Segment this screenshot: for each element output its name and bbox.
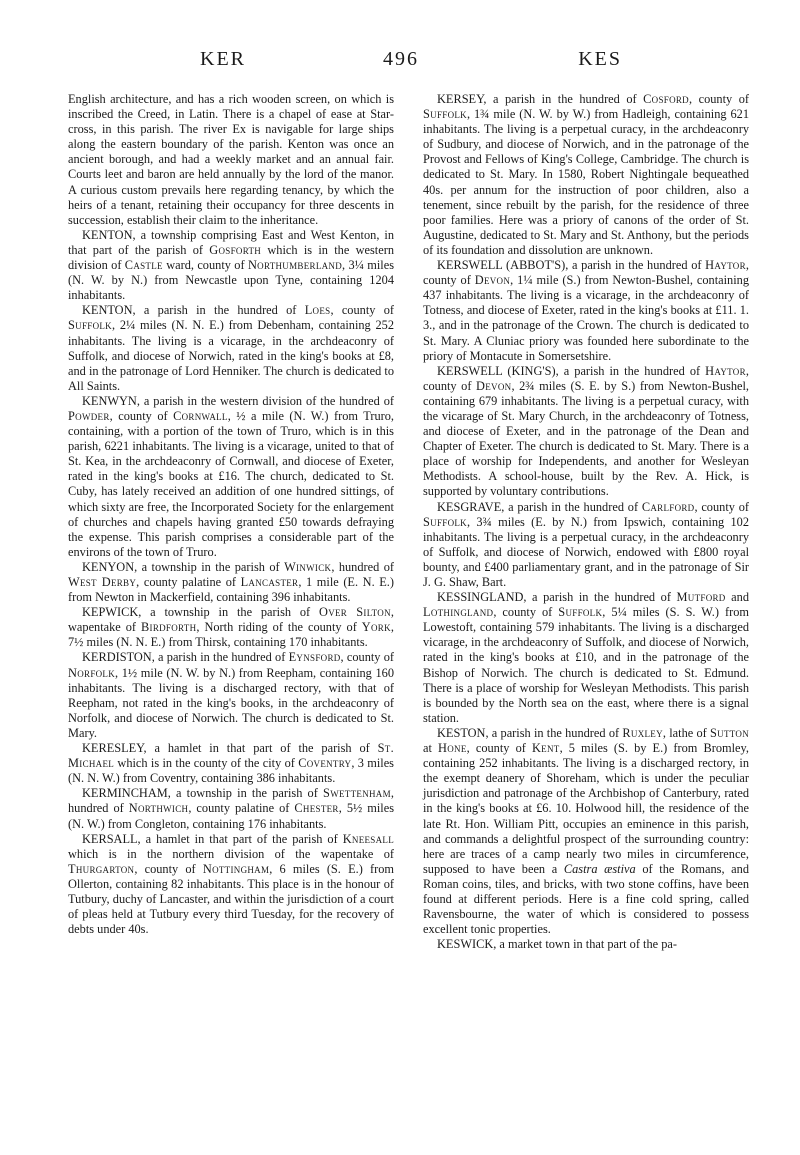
entry-text: KESSINGLAND, a parish in the hundred of [437, 590, 677, 605]
entry-text: , county of [423, 258, 749, 288]
place-name-smallcaps: Ruxley [622, 725, 663, 740]
place-name-smallcaps: Northumberland [247, 258, 343, 273]
gazetteer-entry [68, 832, 394, 938]
place-name-smallcaps: Suffolk [423, 107, 467, 122]
entry-text: KERSWELL (KING'S), a parish in the hundred of [437, 363, 706, 378]
gazetteer-entry [423, 92, 749, 258]
entry-text: , county palatine of [136, 575, 241, 589]
entry-text: , county of [493, 605, 559, 620]
entry-text: , 3 miles (N. N. W.) from Coventry, containing 386 inhabitants. [68, 756, 394, 786]
running-header [70, 48, 732, 78]
place-name-smallcaps: Birdforth [141, 620, 197, 635]
entry-text: English architecture, and has a rich wooden screen, on which is inscribed the Creed, in Latin. There is a chapel of ease at Star-cross, in this parish. The river Ex is navigable for large ships along the eastern boundary of the parish. Kenton was once an ancient borough, and had a weekly market and an annual fair. Courts leet and baron are held annually by the lord of the manor. A curious custom prevails here regarding tenancy, by which the heirs of a tenant, retaining their occupancy for three descents in succession, establish their claim to the inheritance. [68, 92, 394, 227]
entry-text: , county of [109, 408, 174, 423]
gazetteer-entry [423, 590, 749, 726]
entry-text: , county of [689, 92, 749, 106]
entry-text: , ½ a mile (N. W.) from Truro, containing, with a portion of the town of Truro, which is in this parish, 6221 inhabitants. The living is a vicarage, united to that of St. Kea, in the archdeaconry of Cornwall, and diocese of Exeter, rated in the king's books at £16. The church, dedicated to St. Cuby, has lately received an addition of one hundred sittings, of which sixty are free, the Incorporated Society for the enlargement of churches and chapels having granted £50 towards defraying the expense. This parish comprises a considerable part of the environs of the town of Truro. [68, 408, 394, 559]
gazetteer-entry [68, 394, 394, 560]
entry-text: ward, county of [162, 258, 248, 273]
entry-text: , 1¼ mile (S.) from Newton-Bushel, containing 437 inhabitants. The living is a vicarage, in the archdeaconry of Totness, and diocese of Exeter, rated in the king's books at £11. 1. 3., and in the patronage of the Crown. The church is dedicated to St. Mary. A Cluniac priory was founded here subordinate to the priory of Montacute in Somersetshire. [423, 273, 749, 363]
entry-text: , county of [134, 861, 203, 876]
place-name-smallcaps: Hone [438, 741, 467, 756]
entry-text: KENTON, a township comprising East and West Kenton, in that part of the parish of [68, 227, 394, 257]
place-name-smallcaps: Cosford [643, 92, 689, 106]
place-name-smallcaps: Swettenham [323, 786, 391, 801]
italic-text: Castra æstiva [563, 861, 636, 876]
place-name-smallcaps: Haytor [705, 258, 746, 273]
place-name-smallcaps: St. Michael [68, 741, 394, 771]
place-name-smallcaps: West Derby [68, 575, 137, 589]
place-name-smallcaps: Coventry [298, 756, 352, 771]
entry-text: KERSWELL (ABBOT'S), a parish in the hundred of [437, 258, 706, 273]
entry-text: , North riding of the county of [196, 620, 362, 635]
gazetteer-entry [68, 605, 394, 650]
place-name-smallcaps: Kent [531, 741, 560, 756]
entry-text: , hundred of [68, 786, 394, 816]
gazetteer-entry [68, 303, 394, 394]
place-name-smallcaps: Suffolk [558, 605, 603, 620]
gazetteer-entry [423, 726, 749, 937]
gazetteer-entry [68, 560, 394, 605]
place-name-smallcaps: Lothingland [423, 605, 494, 620]
place-name-smallcaps: Suffolk [423, 514, 467, 529]
entry-text: , 3¼ miles (N. W. by N.) from Newcastle upon Tyne, containing 1204 inhabitants. [68, 258, 395, 303]
header-right-catchword: KES [578, 48, 622, 70]
entry-text: , 7½ miles (N. N. E.) from Thirsk, containing 170 inhabitants. [68, 620, 394, 650]
place-name-smallcaps: Eynsford [288, 650, 341, 665]
entry-text: which is in the northern division of the wapentake of [68, 846, 394, 861]
place-name-smallcaps: Chester [294, 801, 339, 816]
entry-text: , 6 miles (S. E.) from Ollerton, containing 82 inhabitants. This place is in the honour of Tutbury, duchy of Lancaster, and within the jurisdiction of a court of pleas held at Tutbury every third Tuesday, for the recovery of debts under 40s. [68, 861, 394, 937]
entry-text: , 5 miles (S. by E.) from Bromley, containing 252 inhabitants. The living is a discharged rectory, in the exempt deanery of Shoreham, which is under the peculiar jurisdiction and patronage of the Archbishop of Canterbury, rated in the king's books at £6. 10. Holwood hill, the residence of the late Rt. Hon. William Pitt, occupies an eminence in this parish, and commands a delightful prospect of the surrounding country: here are traces of a camp nearly two miles in circumference, supposed to have been a [423, 741, 749, 876]
place-name-smallcaps: Cornwall [173, 408, 228, 423]
entry-text: , lathe of [662, 725, 710, 740]
place-name-smallcaps: York [361, 620, 391, 635]
entry-text: , wapentake of [68, 605, 394, 635]
place-name-smallcaps: Loes [304, 303, 331, 318]
place-name-smallcaps: Castle [124, 258, 163, 273]
place-name-smallcaps: Lancaster [240, 575, 299, 589]
entry-text: KERMINCHAM, a township in the parish of [82, 786, 324, 801]
gazetteer-entry [68, 228, 394, 303]
entry-text: , 2¾ miles (S. E. by S.) from Newton-Bushel, containing 679 inhabitants. The living is a perpetual curacy, with the vicarage of St. Mary Church, in the archdeaconry of Totness, and diocese of Exeter, and in the patronage of the Dean and Chapter of Exeter. The church is dedicated to St. Mary. There is a place of worship for Independents, and another for Wesleyan Methodists. A school-house, built by the Rev. A. Hick, is supported by voluntary contributions. [423, 378, 749, 499]
gazetteer-entry [423, 937, 749, 952]
place-name-smallcaps: Carlford [641, 499, 695, 514]
place-name-smallcaps: Winwick [284, 559, 332, 574]
entry-text: , county of [340, 650, 395, 665]
entry-text: , county of [694, 499, 749, 514]
place-name-smallcaps: Mutford [676, 590, 726, 605]
entry-text: KENYON, a township in the parish of [82, 559, 285, 574]
entry-text: KESTON, a parish in the hundred of [437, 725, 623, 740]
entry-text: , 1 mile (E. N. E.) from Newton in Mackerfield, containing 396 inhabitants. [68, 575, 394, 605]
place-name-smallcaps: Suffolk [68, 318, 112, 333]
header-left-catchword: KER [200, 48, 246, 70]
gazetteer-entry [68, 741, 394, 786]
entry-text: KEPWICK, a township in the parish of [82, 605, 319, 620]
gazetteer-entry [68, 650, 394, 741]
place-name-smallcaps: Nottingham [202, 861, 270, 876]
gazetteer-entry [68, 786, 394, 831]
entry-text: , county of [330, 303, 394, 318]
place-name-smallcaps: Sutton [710, 725, 749, 740]
page-number: 496 [383, 48, 419, 70]
entry-text: , 5½ miles (N. W.) from Congleton, containing 176 inhabitants. [68, 801, 395, 831]
place-name-smallcaps: Over Silton [318, 605, 391, 620]
left-column [68, 92, 394, 937]
entry-text: at [423, 741, 439, 756]
gazetteer-entry [423, 364, 749, 500]
entry-text: , 3¾ miles (E. by N.) from Ipswich, containing 102 inhabitants. The living is a perpetual curacy, in the archdeaconry of Suffolk, and diocese of Norwich, endowed with £800 royal bounty, and £400 parliamentary grant, and in the patronage of Sir J. G. Shaw, Bart. [423, 514, 749, 589]
place-name-smallcaps: Northwich [128, 801, 189, 816]
entry-text: , 5¼ miles (S. S. W.) from Lowestoft, containing 579 inhabitants. The living is a discharged vicarage, in the archdeaconry of Suffolk, and diocese of Norwich, rated in the king's books at £10, and in the patronage of the Bishop of Norwich. The church is dedicated to St. Edmund. There is a place of worship for Wesleyan Methodists. This parish is bounded by the North sea on the east, where there is a signal station. [423, 605, 749, 725]
entry-text: KENTON, a parish in the hundred of [82, 303, 305, 318]
entry-text: KERSALL, a hamlet in that part of the parish of [82, 831, 343, 846]
place-name-smallcaps: Devon [476, 378, 512, 393]
gazetteer-entry [68, 92, 394, 228]
place-name-smallcaps: Thurgarton [68, 861, 135, 876]
entry-text: and [725, 590, 749, 605]
entry-text: KERDISTON, a parish in the hundred of [82, 650, 289, 665]
entry-text: KERSEY, a parish in the hundred of [437, 92, 644, 106]
entry-text: of the Romans, and Roman coins, tiles, and bricks, with two stone coffins, have been found at different periods. Here is a fine cold spring, called Ravensbourne, the water of which is considered to possess excellent tonic properties. [423, 861, 750, 937]
entry-text: KESGRAVE, a parish in the hundred of [437, 499, 642, 514]
place-name-smallcaps: Devon [474, 273, 511, 288]
entry-text: , county of [466, 741, 532, 756]
right-column [423, 92, 749, 952]
place-name-smallcaps: Haytor [705, 363, 746, 378]
entry-text: , 2¼ miles (N. N. E.) from Debenham, containing 252 inhabitants. The living is a vicarage, in the archdeaconry of Suffolk, and diocese of Norwich, rated in the king's books at £8, and in the patronage of Lord Henniker. The church is dedicated to All Saints. [68, 318, 394, 393]
place-name-smallcaps: Norfolk [68, 665, 116, 680]
gazetteer-entry [423, 500, 749, 591]
entry-text: , 1¾ mile (N. W. by W.) from Hadleigh, containing 621 inhabitants. The living is a perpetual curacy, in the archdeaconry of Sudbury, and diocese of Norwich, and in the patronage of the Provost and Fellows of King's College, Cambridge. The church is dedicated to St. Mary. In 1580, Robert Nightingale bequeathed 40s. per annum for the instruction of poor children, also a tenement, since rebuilt by the parish, for the residence of three poor families. Here was a priory of canons of the order of St. Augustine, dedicated to St. Mary and St. Anthony, but the periods of its foundation and dissolution are unknown. [423, 107, 749, 257]
entry-text: , county of [423, 363, 749, 393]
place-name-smallcaps: Powder [68, 408, 110, 423]
entry-text: KESWICK, a market town in that part of the pa- [437, 937, 677, 952]
place-name-smallcaps: Kneesall [342, 831, 394, 846]
entry-text: , 1½ mile (N. W. by N.) from Reepham, containing 160 inhabitants. The living is a discharged rectory, with that of Reepham, not rated in the king's books, in the archdeaconry of Norfolk, and diocese of Norwich. The church is dedicated to St. Mary. [68, 665, 394, 740]
entry-text: KENWYN, a parish in the western division of the hundred of [82, 393, 394, 408]
entry-text: KERESLEY, a hamlet in that part of the parish of [82, 741, 378, 756]
place-name-smallcaps: Gosforth [209, 242, 262, 257]
entry-text: , hundred of [331, 559, 394, 574]
entry-text: which is in the county of the city of [114, 756, 299, 771]
entry-text: , county palatine of [188, 801, 295, 816]
entry-text: which is in the western division of [68, 242, 394, 273]
gazetteer-entry [423, 258, 749, 364]
